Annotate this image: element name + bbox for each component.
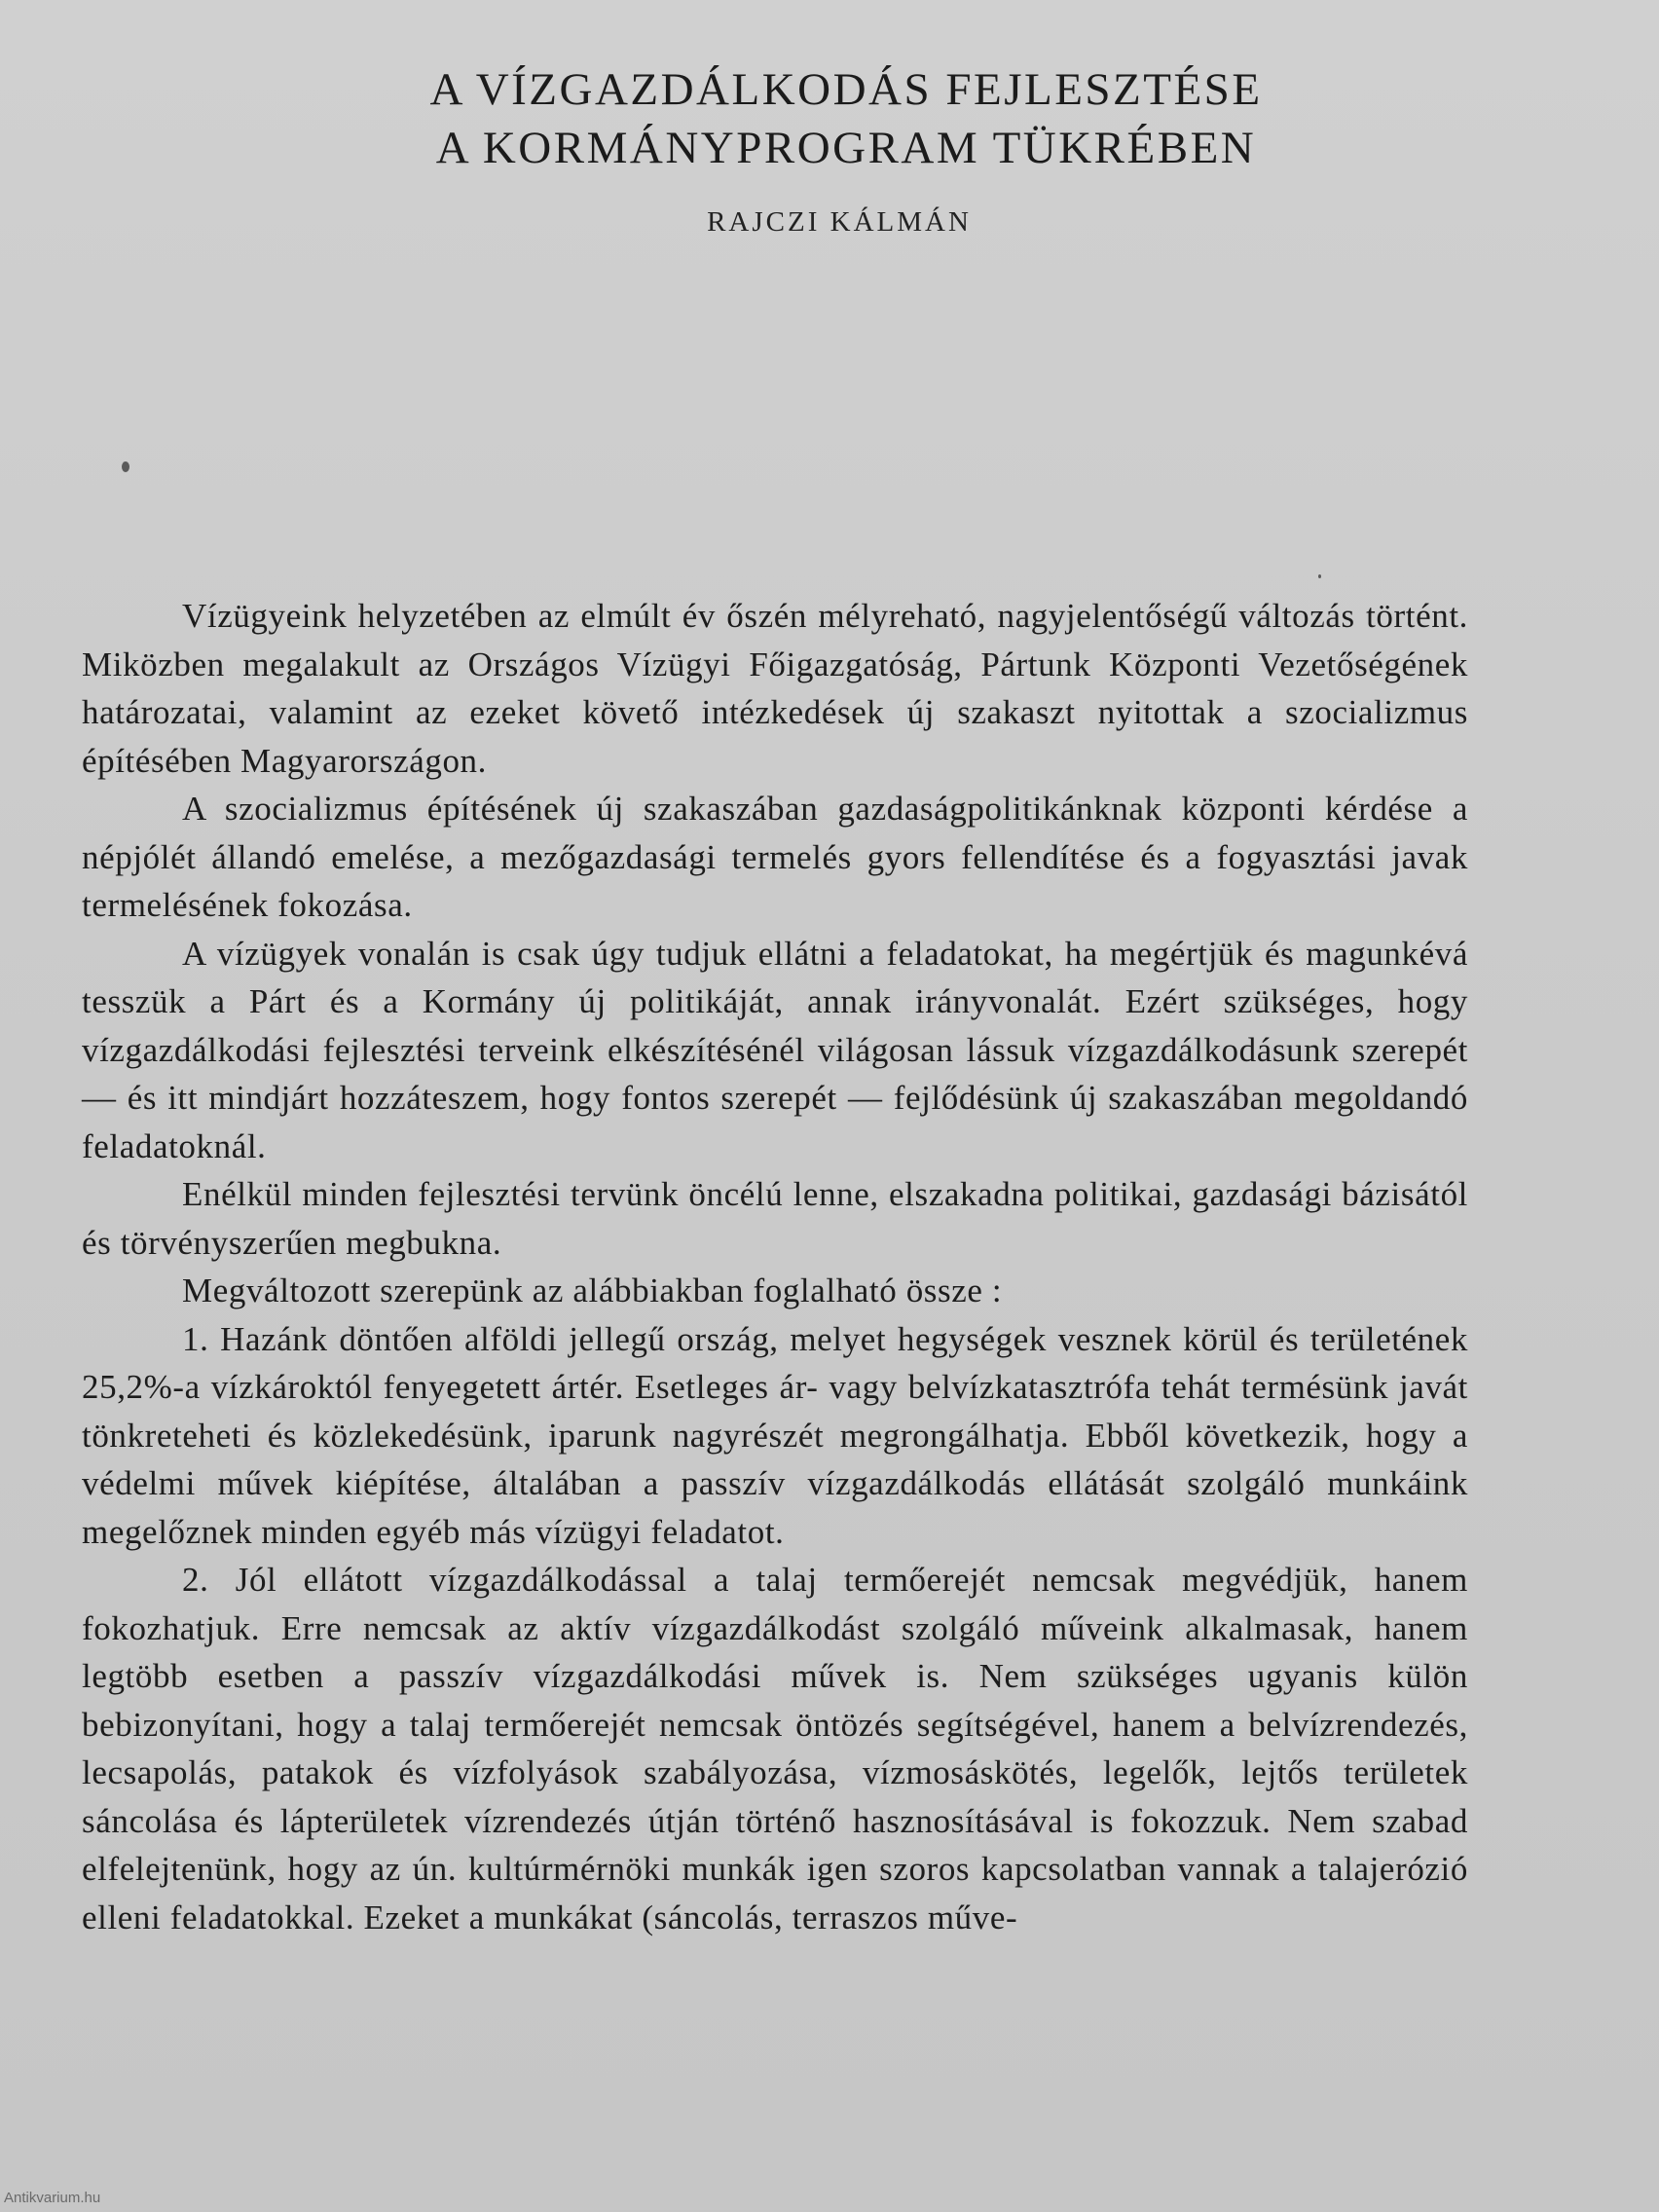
paragraph: Vízügyeink helyzetében az elmúlt év őszén mélyreható, nagyjelentőségű változás történt. Miközben megalakult az Országos Vízügyi Főigazgatóság, Pártunk Központi Vezetőségének határozatai, valamint az ezeket követő intézkedések új szakaszt nyitottak a szocializmus építésében Magyarországon. — [82, 597, 1468, 780]
ink-speck — [122, 461, 129, 472]
paragraph: 1. Hazánk döntően alföldi jellegű ország, melyet hegységek vesznek körül és területének 25,2%-a vízkároktól fenyegetett ártér. Esetleges ár- vagy belvízkatasztrófa tehát termésünk javát tönkreteheti és közlekedésünk, iparunk nagyrészét megrongálhatja. Ebből következik, hogy a védelmi művek kiépítése, általában a passzív vízgazdálkodás ellátását szolgáló munkáink megelőznek minden egyéb más vízügyi feladatot. — [82, 1319, 1468, 1551]
paragraph: A szocializmus építésének új szakaszában gazdaságpolitikánknak központi kérdése a népjólét állandó emelése, a mezőgazdasági termelés gyors fellendítése és a fogyasztási javak termelésének fokozása. — [82, 790, 1468, 924]
article-title-line-1: A VÍZGAZDÁLKODÁS FEJLESZTÉSE — [429, 64, 1263, 115]
watermark-text: Antikvarium.hu — [4, 2190, 101, 2206]
paragraph: Enélkül minden fejlesztési tervünk öncélú lenne, elszakadna politikai, gazdasági bázisától és törvényszerűen megbukna. — [82, 1175, 1468, 1262]
article-title-line-2: A KORMÁNYPROGRAM TÜKRÉBEN — [435, 123, 1257, 173]
paragraph: 2. Jól ellátott vízgazdálkodással a talaj termőerejét nemcsak megvédjük, hanem fokozhatjuk. Erre nemcsak az aktív vízgazdálkodást szolgáló műveink alkalmasak, hanem legtöbb esetben a passzív vízgazdálkodási művek is. Nem szükséges ugyanis külön bebizonyítani, hogy a talaj termőerejét nemcsak öntözés segítségével, hanem a belvízrendezés, lecsapolás, patakok és vízfolyások szabályozása, vízmosáskötés, legelők, lejtős területek sáncolása és lápterületek vízrendezés útján történő hasznosításával is fokozzuk. Nem szabad elfelejtenünk, hogy az ún. kultúrmérnöki munkák igen szoros kapcsolatban vannak a talajerózió elleni feladatokkal. Ezeket a munkákat (sáncolás, terraszos műve- — [82, 1561, 1468, 1936]
paragraph: A vízügyek vonalán is csak úgy tudjuk ellátni a feladatokat, ha megértjük és magunkévá tesszük a Párt és a Kormány új politikáját, annak irányvonalát. Ezért szükséges, hogy vízgazdálkodási fejlesztési terveink elkészítésénél világosan lássuk vízgazdálkodásunk szerepét — és itt mindjárt hozzáteszem, hogy fontos szerepét — fejlődésünk új szakaszában megoldandó feladatoknál. — [82, 934, 1468, 1165]
article-header — [0, 60, 1659, 239]
ink-speck — [1318, 574, 1321, 578]
article-author: RAJCZI KÁLMÁN — [707, 206, 972, 238]
article-body — [82, 592, 1468, 1941]
paragraph: Megváltozott szerepünk az alábbiakban foglalható össze : — [182, 1272, 1003, 1309]
